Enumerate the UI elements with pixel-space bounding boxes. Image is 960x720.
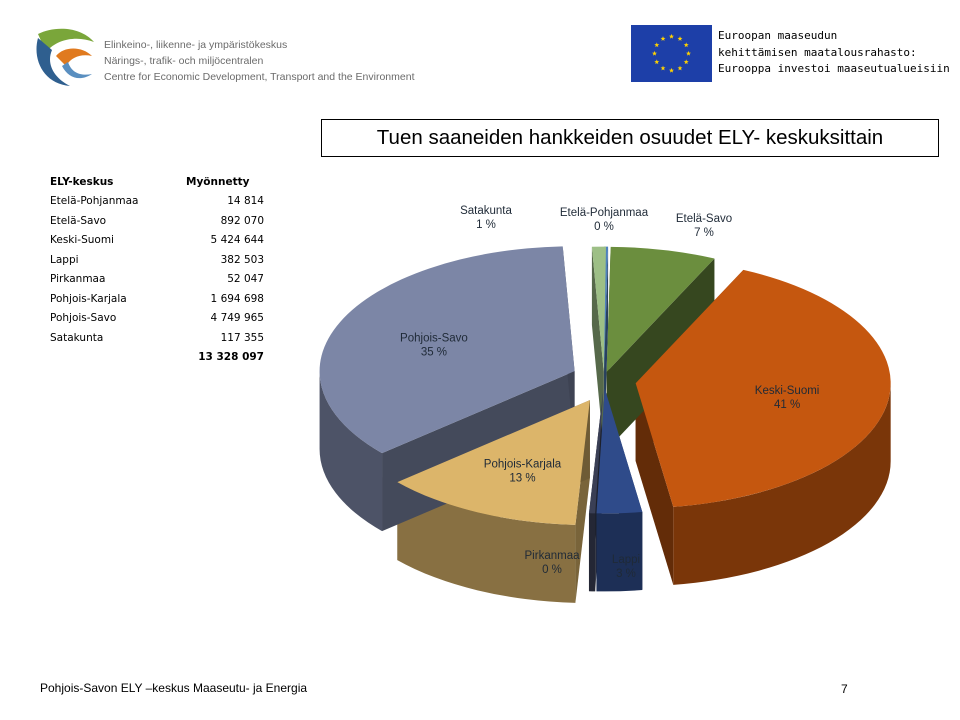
table-cell-granted: 1 694 698 (210, 292, 264, 305)
table-cell-ely: Pirkanmaa (50, 273, 106, 286)
slice-label: Etelä-Pohjanmaa (559, 207, 649, 219)
pie-slice-side (589, 513, 595, 591)
table-cell-granted: 52 047 (227, 273, 264, 286)
slice-percent: 3 % (616, 568, 636, 580)
page-number: 7 (841, 682, 848, 696)
eu-text-line-3: Eurooppa investoi maaseutualueisiin (718, 62, 950, 75)
table-cell-granted: 14 814 (227, 195, 264, 208)
slice-label: Pohjois-Karjala (483, 458, 562, 471)
slice-label: Satakunta (460, 205, 512, 217)
slice-percent: 13 % (509, 472, 536, 485)
slice-label: Pohjois-Savo (400, 332, 468, 345)
table-cell-ely: Satakunta (50, 331, 104, 344)
slice-label: Pirkanmaa (524, 550, 580, 562)
ely-name-en: Centre for Economic Development, Transport and the Environment (104, 71, 415, 83)
slice-percent: 35 % (420, 346, 448, 359)
slice-percent: 0 % (542, 564, 562, 576)
table-cell-ely: Pohjois-Karjala (50, 292, 127, 305)
chart-title: Tuen saaneiden hankkeiden osuudet ELY- keskuksittain (321, 119, 939, 157)
table-cell-ely: Etelä-Savo (50, 214, 107, 227)
table-cell-granted: 382 503 (220, 253, 264, 266)
table-total-value: 13 328 097 (198, 351, 264, 364)
slice-label: Etelä-Savo (675, 213, 733, 225)
slice-percent: 0 % (594, 221, 614, 233)
slice-percent: 7 % (694, 227, 714, 239)
table-cell-ely: Keski-Suomi (50, 234, 114, 247)
column-header-ely: ELY-keskus (50, 175, 114, 188)
table-cell-ely: Etelä-Pohjanmaa (50, 195, 139, 208)
table-cell-granted: 892 070 (220, 214, 264, 227)
table-cell-granted: 4 749 965 (210, 312, 264, 325)
table-cell-ely: Lappi (50, 253, 79, 266)
table-cell-ely: Pohjois-Savo (50, 312, 117, 325)
slice-percent: 41 % (773, 398, 801, 411)
footer-organisation: Pohjois-Savon ELY –keskus Maaseutu- ja Energia (40, 681, 308, 695)
table-cell-granted: 5 424 644 (210, 234, 264, 247)
ely-name-sv: Närings-, trafik- och miljöcentralen (104, 55, 264, 67)
slice-percent: 1 % (476, 219, 496, 231)
eu-text-line-2: kehittämisen maatalousrahasto: (718, 45, 917, 59)
eu-text-line-1: Euroopan maaseudun (718, 29, 838, 42)
column-header-granted: Myönnetty (186, 175, 250, 188)
ely-name-fi: Elinkeino-, liikenne- ja ympäristökeskus (104, 39, 288, 51)
slice-label: Keski-Suomi (754, 384, 820, 397)
slice-label: Lappi (611, 554, 641, 566)
table-cell-granted: 117 355 (220, 331, 264, 344)
